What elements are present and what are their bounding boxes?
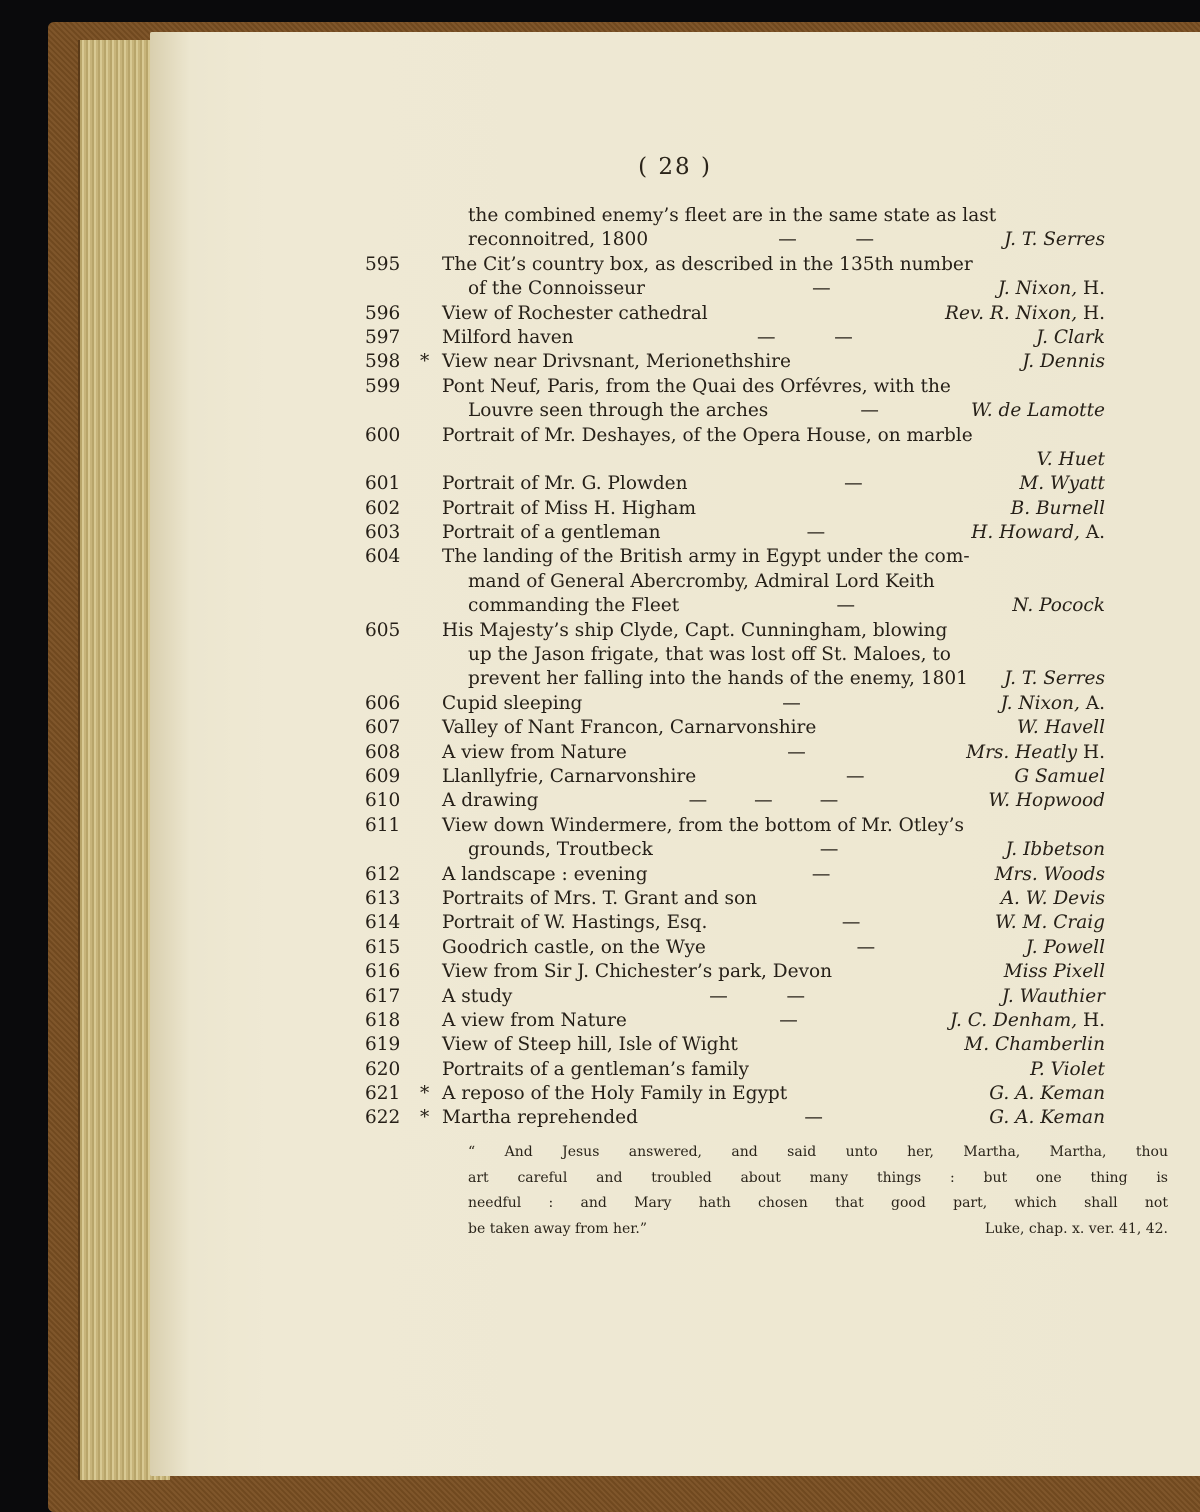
artist-name: J. Nixon, [1000, 692, 1080, 714]
catalogue-line [150, 521, 1200, 545]
catalogue-line [150, 302, 1200, 326]
catalogue-line [150, 887, 1200, 911]
artist-credit [1004, 960, 1105, 984]
entry-number: 622 [365, 1107, 401, 1129]
catalogue-line [150, 350, 1200, 374]
artist-name: B. Burnell [1010, 497, 1105, 519]
catalogue-line [150, 545, 1200, 569]
entry-title: Martha reprehended [442, 1107, 638, 1129]
entry-number: 610 [365, 790, 401, 812]
artist-name: W. de Lamotte [970, 400, 1105, 422]
entry-title: Portrait of Mr. Deshayes, of the Opera House, on marble [442, 424, 973, 446]
book-page [150, 32, 1200, 1476]
catalogue-line [150, 1058, 1200, 1082]
artist-credit [1001, 692, 1105, 716]
academy-mark: A. [1085, 692, 1105, 714]
artist-credit [1001, 887, 1105, 911]
entry-number: 620 [365, 1058, 401, 1080]
entry-number: 608 [365, 741, 401, 763]
footnote-line: be taken away from her.” [468, 1220, 648, 1237]
footnote-line: “ And Jesus answered, and said unto her, Martha, Martha, thou [468, 1144, 1168, 1160]
entry-number: 617 [365, 985, 401, 1007]
entry-title: View of Steep hill, Isle of Wight [442, 1034, 738, 1056]
catalogue-line [150, 643, 1200, 667]
entry-title: of the Connoisseur [468, 278, 645, 300]
catalogue-line [150, 1009, 1200, 1033]
catalogue-line [150, 911, 1200, 935]
artist-name: J. Nixon, [997, 278, 1078, 300]
entry-title: commanding the Fleet [468, 595, 680, 617]
entry-dashes: — [804, 1107, 823, 1129]
artist-credit [1026, 936, 1105, 960]
entry-title: Portrait of Mr. G. Plowden [442, 473, 688, 495]
entry-dashes: — [856, 936, 876, 958]
entry-number: 606 [365, 692, 401, 714]
entry-number: 612 [365, 863, 401, 885]
entry-number: 615 [365, 936, 401, 958]
artist-name: G Samuel [1014, 765, 1105, 787]
entry-title: grounds, Troutbeck [468, 839, 653, 861]
catalogue-line [150, 1033, 1200, 1057]
entry-number: 598 [365, 351, 401, 373]
entry-title: Cupid sleeping [442, 692, 583, 714]
artist-credit [988, 789, 1105, 813]
catalogue-line [150, 497, 1200, 521]
artist-credit [998, 277, 1105, 301]
catalogue-line [150, 277, 1200, 301]
entry-dashes: — [806, 522, 826, 544]
entry-title: View near Drivsnant, Merionethshire [442, 351, 791, 373]
entry-dashes: — — — [688, 790, 839, 812]
entry-title: A drawing [442, 790, 539, 812]
entry-dashes: — — [778, 229, 875, 251]
entry-number: 621 [365, 1083, 401, 1105]
entry-title: View of Rochester cathedral [442, 302, 708, 324]
entry-number: 596 [365, 302, 401, 324]
catalogue-line [150, 692, 1200, 716]
catalogue-line [150, 936, 1200, 960]
artist-name: J. C. Denham, [950, 1009, 1078, 1031]
entry-number: 601 [365, 473, 401, 495]
entry-title: the combined enemy’s fleet are in the same state as last [468, 205, 997, 226]
artist-credit [1005, 838, 1105, 862]
artist-credit [1012, 594, 1105, 618]
artist-credit [950, 1009, 1105, 1033]
entry-title: View from Sir J. Chichester’s park, Devon [442, 961, 833, 983]
entry-number: 599 [365, 375, 401, 397]
entry-title: Llanllyfrie, Carnarvonshire [442, 765, 697, 787]
academy-mark: H. [1082, 278, 1105, 300]
entry-number: 597 [365, 326, 401, 348]
catalogue-line [150, 594, 1200, 618]
catalogue-line [150, 253, 1200, 277]
catalogue-line [150, 814, 1200, 838]
artist-name: P. Violet [1030, 1058, 1105, 1080]
artist-credit [1037, 448, 1105, 472]
entry-number: 616 [365, 961, 401, 983]
artist-credit [1004, 228, 1105, 252]
catalogue-line [150, 326, 1200, 350]
catalogue-listing [150, 204, 1200, 1131]
catalogue-line [150, 863, 1200, 887]
entry-title: A view from Nature [442, 1009, 627, 1031]
entry-number: 607 [365, 717, 401, 739]
artist-name: M. Wyatt [1019, 473, 1105, 495]
artist-name: J. T. Serres [1004, 229, 1105, 251]
artist-name: J. Dennis [1022, 351, 1105, 373]
artist-credit [964, 1033, 1105, 1057]
entry-title: A reposo of the Holy Family in Egypt [442, 1083, 788, 1105]
entry-title: A study [442, 985, 513, 1007]
entry-title: Portrait of Miss H. Higham [442, 497, 697, 519]
entry-dashes: — [811, 863, 831, 885]
entry-title: His Majesty’s ship Clyde, Capt. Cunningham, blowing [442, 619, 948, 641]
entry-number: 619 [365, 1034, 401, 1056]
footnote-last-line [468, 1217, 1168, 1243]
artist-credit [1011, 497, 1105, 521]
artist-credit [1019, 472, 1105, 496]
artist-credit [971, 521, 1105, 545]
entry-title: Portraits of a gentleman’s family [442, 1058, 749, 1080]
artist-name: N. Pocock [1012, 595, 1105, 617]
entry-title: The landing of the British army in Egypt under the com- [442, 546, 970, 568]
artist-name: V. Huet [1036, 448, 1105, 470]
artist-credit [945, 302, 1105, 326]
entry-dashes: — [844, 473, 863, 495]
catalogue-line [150, 1082, 1200, 1106]
artist-name: W. Havell [1017, 717, 1105, 739]
entry-title: mand of General Abercromby, Admiral Lord Keith [468, 570, 935, 592]
entry-title: up the Jason frigate, that was lost off St. Maloes, to [468, 644, 951, 666]
entry-number: 602 [365, 497, 401, 519]
entry-title: prevent her falling into the hands of the enemy, 1801 [468, 668, 968, 690]
artist-credit [1022, 350, 1105, 374]
footnote-quote [468, 1140, 1168, 1242]
entry-dashes: — [779, 1009, 798, 1031]
catalogue-line [150, 619, 1200, 643]
catalogue-line [150, 716, 1200, 740]
artist-name: J. Ibbetson [1005, 839, 1105, 861]
catalogue-line [150, 741, 1200, 765]
entry-title: View down Windermere, from the bottom of Mr. Otley’s [442, 814, 964, 836]
entry-title: The Cit’s country box, as described in the 135th number [442, 253, 973, 275]
catalogue-line [150, 472, 1200, 496]
page-number: ( 28 ) [638, 154, 712, 180]
entry-title: A landscape : evening [442, 863, 648, 885]
entry-number: 609 [365, 765, 401, 787]
asterisk-mark: * [420, 1107, 430, 1129]
catalogue-line [150, 570, 1200, 594]
entry-dashes: — [841, 912, 861, 934]
entry-title: Portraits of Mrs. T. Grant and son [442, 887, 758, 909]
entry-dashes: — [846, 765, 865, 787]
artist-credit [995, 911, 1105, 935]
artist-credit [1002, 985, 1105, 1009]
academy-mark: H. [1082, 1009, 1105, 1031]
artist-name: Mrs. Woods [994, 863, 1105, 885]
catalogue-line [150, 424, 1200, 448]
catalogue-line [150, 375, 1200, 399]
academy-mark: H. [1082, 741, 1105, 763]
entry-title: Valley of Nant Francon, Carnarvonshire [442, 717, 817, 739]
entry-number: 595 [365, 253, 401, 275]
academy-mark: A. [1085, 522, 1105, 544]
artist-name: G. A. Keman [989, 1083, 1105, 1105]
artist-credit [989, 1106, 1105, 1130]
entry-number: 603 [365, 522, 401, 544]
artist-name: G. A. Keman [989, 1107, 1105, 1129]
entry-number: 600 [365, 424, 401, 446]
entry-title: Portrait of W. Hastings, Esq. [442, 912, 708, 934]
artist-credit [1036, 326, 1105, 350]
artist-credit [1014, 765, 1105, 789]
entry-dashes: — [782, 692, 801, 714]
catalogue-line [150, 838, 1200, 862]
entry-title: Milford haven [442, 326, 574, 348]
entry-number: 613 [365, 887, 401, 909]
entry-title: Louvre seen through the arches [468, 400, 769, 422]
entry-number: 618 [365, 1009, 401, 1031]
entry-title: reconnoitred, 1800 [468, 229, 649, 251]
catalogue-line [150, 399, 1200, 423]
asterisk-mark: * [420, 351, 430, 373]
entry-dashes: — — [709, 985, 806, 1007]
catalogue-line [150, 985, 1200, 1009]
entry-dashes: — [787, 741, 806, 763]
entry-number: 611 [365, 814, 401, 836]
artist-credit [1017, 716, 1105, 740]
footnote-citation: Luke, chap. x. ver. 41, 42. [984, 1220, 1168, 1237]
artist-name: W. M. Craig [994, 912, 1105, 934]
artist-credit [971, 399, 1105, 423]
catalogue-line [150, 667, 1200, 691]
footnote-line: art careful and troubled about many things : but one thing is [468, 1169, 1168, 1186]
artist-name: M. Chamberlin [964, 1034, 1105, 1056]
artist-name: Rev. R. Nixon, [945, 302, 1078, 324]
asterisk-mark: * [420, 1083, 430, 1105]
academy-mark: H. [1082, 302, 1105, 324]
artist-credit [966, 741, 1105, 765]
artist-name: Miss Pixell [1003, 961, 1105, 983]
artist-name: J. Powell [1025, 936, 1105, 958]
artist-credit [1030, 1058, 1105, 1082]
entry-number: 604 [365, 546, 401, 568]
entry-number: 605 [365, 619, 401, 641]
artist-name: Mrs. Heatly [966, 741, 1078, 763]
entry-dashes: — [819, 839, 839, 861]
artist-name: J. Clark [1036, 326, 1105, 348]
catalogue-line [150, 228, 1200, 252]
entry-dashes: — [812, 278, 831, 300]
entry-dashes: — [860, 400, 879, 422]
entry-dashes: — — [756, 326, 853, 348]
catalogue-line [150, 765, 1200, 789]
catalogue-line [150, 789, 1200, 813]
entry-title: Portrait of a gentleman [442, 522, 661, 544]
artist-name: A. W. Devis [1000, 887, 1105, 909]
catalogue-line [150, 960, 1200, 984]
catalogue-line [150, 204, 1200, 228]
artist-name: H. Howard, [971, 522, 1080, 544]
artist-name: W. Hopwood [988, 790, 1105, 812]
artist-credit [1004, 667, 1105, 691]
entry-title: Goodrich castle, on the Wye [442, 936, 706, 958]
entry-number: 614 [365, 912, 401, 934]
entry-title: Pont Neuf, Paris, from the Quai des Orfévres, with the [442, 375, 951, 397]
entry-title: A view from Nature [442, 741, 627, 763]
catalogue-line [150, 1106, 1200, 1130]
footnote-line: needful : and Mary hath chosen that good part, which shall not [468, 1195, 1168, 1211]
entry-dashes: — [836, 595, 855, 617]
artist-name: J. Wauthier [1001, 985, 1105, 1007]
catalogue-line [150, 448, 1200, 472]
artist-credit [989, 1082, 1105, 1106]
artist-credit [995, 863, 1105, 887]
artist-name: J. T. Serres [1004, 668, 1105, 690]
